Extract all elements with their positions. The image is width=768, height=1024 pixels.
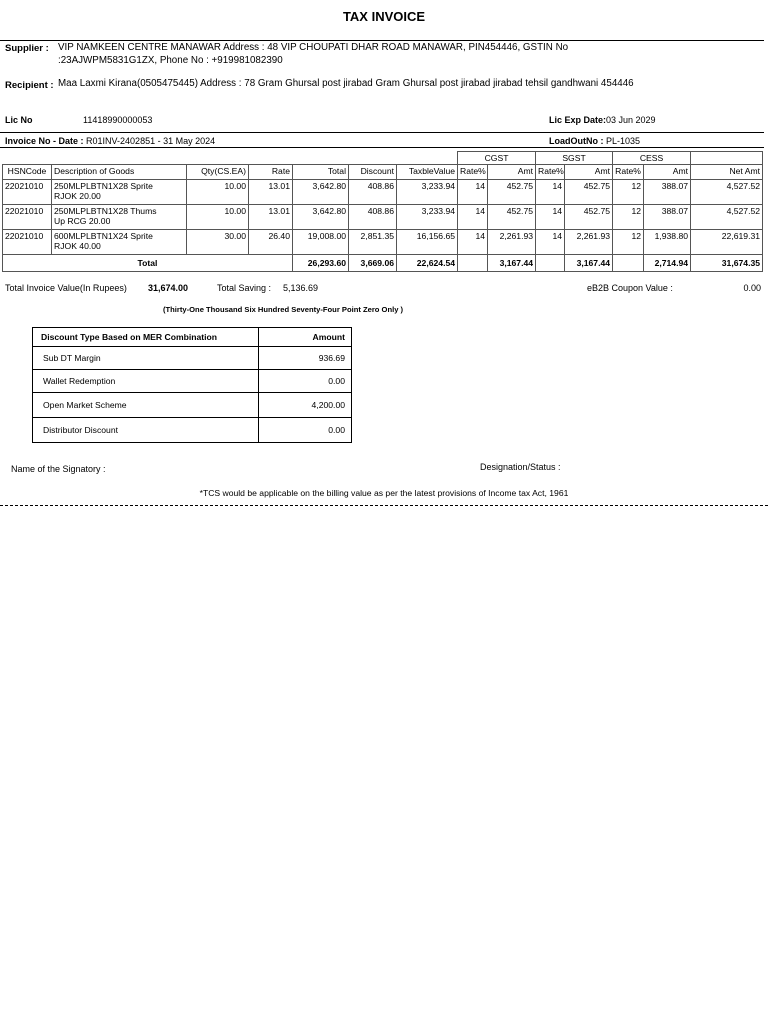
cell-rate: 26.40 (249, 230, 293, 255)
discount-type: Sub DT Margin (33, 347, 259, 370)
cell-net: 22,619.31 (691, 230, 763, 255)
recipient-text: Maa Laxmi Kirana(0505475445) Address : 78 Gram Ghursal post jirabad Gram Ghursal post jirabad jirabad tehsil gandhwani 454446 (58, 78, 634, 89)
cell-rate: 13.01 (249, 205, 293, 230)
invoice-top-divider (0, 132, 764, 133)
cgst-group-header: CGST (458, 152, 536, 165)
total-net: 31,674.35 (691, 255, 763, 272)
discount-type: Open Market Scheme (33, 393, 259, 418)
coupon-label: eB2B Coupon Value : (587, 283, 673, 293)
cell-desc (52, 230, 187, 255)
cess-group-header: CESS (613, 152, 691, 165)
desc-line-1: 250MLPLBTN1X28 Sprite (54, 181, 153, 191)
coupon-value: 0.00 (743, 283, 761, 293)
invoice-value-label: Total Invoice Value(In Rupees) (5, 283, 127, 293)
discount-row (33, 370, 352, 393)
table-row (3, 180, 763, 205)
cell-cess-amt: 388.07 (644, 205, 691, 230)
lic-exp-value: 03 Jun 2029 (606, 115, 656, 125)
cell-hsn: 22021010 (3, 205, 52, 230)
cell-total: 3,642.80 (293, 180, 349, 205)
discount-amount: 0.00 (259, 418, 352, 443)
cell-qty: 10.00 (187, 205, 249, 230)
cell-cgst-rate: 14 (458, 180, 488, 205)
lic-no-label: Lic No (5, 115, 33, 125)
col-cgst-amt: Amt (488, 165, 536, 180)
discount-row (33, 347, 352, 370)
col-rate: Rate (249, 165, 293, 180)
totals-label: Total (3, 255, 293, 272)
cell-cess-rate: 12 (613, 205, 644, 230)
cell-hsn: 22021010 (3, 230, 52, 255)
cell-taxable: 3,233.94 (397, 180, 458, 205)
cell-cgst-rate: 14 (458, 230, 488, 255)
invoice-title: TAX INVOICE (342, 9, 426, 24)
cell-sgst-amt: 452.75 (565, 180, 613, 205)
desc-line-2: Up RCG 20.00 (54, 216, 111, 226)
supplier-label: Supplier : (5, 43, 49, 54)
cell-cess-amt: 1,938.80 (644, 230, 691, 255)
cell-net: 4,527.52 (691, 180, 763, 205)
col-total: Total (293, 165, 349, 180)
lic-exp-date (549, 115, 656, 125)
group-header-spacer (3, 152, 458, 165)
invoice-no-date (5, 136, 215, 146)
table-row (3, 230, 763, 255)
saving-label: Total Saving : (217, 283, 272, 293)
total-cess-rate (613, 255, 644, 272)
items-table (2, 151, 763, 272)
cell-hsn: 22021010 (3, 180, 52, 205)
cell-cgst-amt: 2,261.93 (488, 230, 536, 255)
desc-line-2: RJOK 20.00 (54, 191, 101, 201)
col-cess-amt: Amt (644, 165, 691, 180)
cell-cess-amt: 388.07 (644, 180, 691, 205)
invoice-value: 31,674.00 (148, 283, 189, 293)
discount-type: Wallet Redemption (33, 370, 259, 393)
saving-value: 5,136.69 (283, 283, 319, 293)
invoice-no-label: Invoice No - Date : (5, 136, 84, 146)
col-sgst-amt: Amt (565, 165, 613, 180)
cell-sgst-amt: 2,261.93 (565, 230, 613, 255)
col-cess-rate: Rate% (613, 165, 644, 180)
page-cut-line (0, 505, 768, 506)
desc-line-1: 250MLPLBTN1X28 Thums (54, 206, 157, 216)
cell-cgst-amt: 452.75 (488, 205, 536, 230)
col-discount: Discount (349, 165, 397, 180)
discount-header-row (33, 328, 352, 347)
total-cgst-rate (458, 255, 488, 272)
cell-discount: 2,851.35 (349, 230, 397, 255)
cell-qty: 30.00 (187, 230, 249, 255)
signatory-label: Name of the Signatory : (11, 464, 106, 474)
col-qty: Qty(CS.EA) (187, 165, 249, 180)
cell-desc (52, 180, 187, 205)
col-cgst-rate: Rate% (458, 165, 488, 180)
sgst-group-header: SGST (536, 152, 613, 165)
supplier-line-2: :23AJWPM5831G1ZX, Phone No : +919981082390 (58, 55, 283, 66)
tcs-note: *TCS would be applicable on the billing value as per the latest provisions of Income tax Act, 1961 (199, 488, 569, 498)
cell-rate: 13.01 (249, 180, 293, 205)
discount-type: Distributor Discount (33, 418, 259, 443)
discount-table (32, 327, 352, 443)
cell-cgst-rate: 14 (458, 205, 488, 230)
net-group-header (691, 152, 763, 165)
discount-amount: 4,200.00 (259, 393, 352, 418)
totals-row (3, 255, 763, 272)
cell-sgst-rate: 14 (536, 180, 565, 205)
loadout-label: LoadOutNo : (549, 136, 604, 146)
col-net: Net Amt (691, 165, 763, 180)
amount-in-words: (Thirty-One Thousand Six Hundred Seventy-Four Point Zero Only ) (163, 305, 404, 314)
group-header-row (3, 152, 763, 165)
recipient-label: Recipient : (5, 80, 54, 91)
col-desc: Description of Goods (52, 165, 187, 180)
cell-total: 3,642.80 (293, 205, 349, 230)
lic-exp-label: Lic Exp Date: (549, 115, 607, 125)
cell-taxable: 16,156.65 (397, 230, 458, 255)
total-cess-amt: 2,714.94 (644, 255, 691, 272)
cell-discount: 408.86 (349, 180, 397, 205)
cell-cess-rate: 12 (613, 230, 644, 255)
cell-sgst-rate: 14 (536, 205, 565, 230)
discount-amount-header: Amount (259, 328, 352, 347)
discount-row (33, 418, 352, 443)
column-header-row (3, 165, 763, 180)
lic-no-value: 11418990000053 (83, 115, 153, 125)
cell-total: 19,008.00 (293, 230, 349, 255)
discount-amount: 0.00 (259, 370, 352, 393)
discount-amount: 936.69 (259, 347, 352, 370)
invoice-bottom-divider (0, 147, 764, 148)
discount-row (33, 393, 352, 418)
cell-discount: 408.86 (349, 205, 397, 230)
table-row (3, 205, 763, 230)
col-hsn: HSNCode (3, 165, 52, 180)
loadout-no (549, 136, 640, 146)
total-sgst-amt: 3,167.44 (565, 255, 613, 272)
loadout-value: PL-1035 (606, 136, 641, 146)
cell-taxable: 3,233.94 (397, 205, 458, 230)
col-taxable: TaxbleValue (397, 165, 458, 180)
total-taxable: 22,624.54 (397, 255, 458, 272)
invoice-no-value: R01INV-2402851 - 31 May 2024 (86, 136, 216, 146)
cell-desc (52, 205, 187, 230)
cell-cgst-amt: 452.75 (488, 180, 536, 205)
title-divider (0, 40, 764, 41)
cell-qty: 10.00 (187, 180, 249, 205)
col-sgst-rate: Rate% (536, 165, 565, 180)
cell-sgst-rate: 14 (536, 230, 565, 255)
desc-line-1: 600MLPLBTN1X24 Sprite (54, 231, 153, 241)
total-discount: 3,669.06 (349, 255, 397, 272)
total-cgst-amt: 3,167.44 (488, 255, 536, 272)
designation-label: Designation/Status : (480, 462, 561, 472)
total-total: 26,293.60 (293, 255, 349, 272)
cell-net: 4,527.52 (691, 205, 763, 230)
supplier-line-1: VIP NAMKEEN CENTRE MANAWAR Address : 48 VIP CHOUPATI DHAR ROAD MANAWAR, PIN454446, GSTIN No (58, 42, 569, 53)
discount-type-header: Discount Type Based on MER Combination (33, 328, 259, 347)
desc-line-2: RJOK 40.00 (54, 241, 101, 251)
cell-sgst-amt: 452.75 (565, 205, 613, 230)
total-sgst-rate (536, 255, 565, 272)
cell-cess-rate: 12 (613, 180, 644, 205)
